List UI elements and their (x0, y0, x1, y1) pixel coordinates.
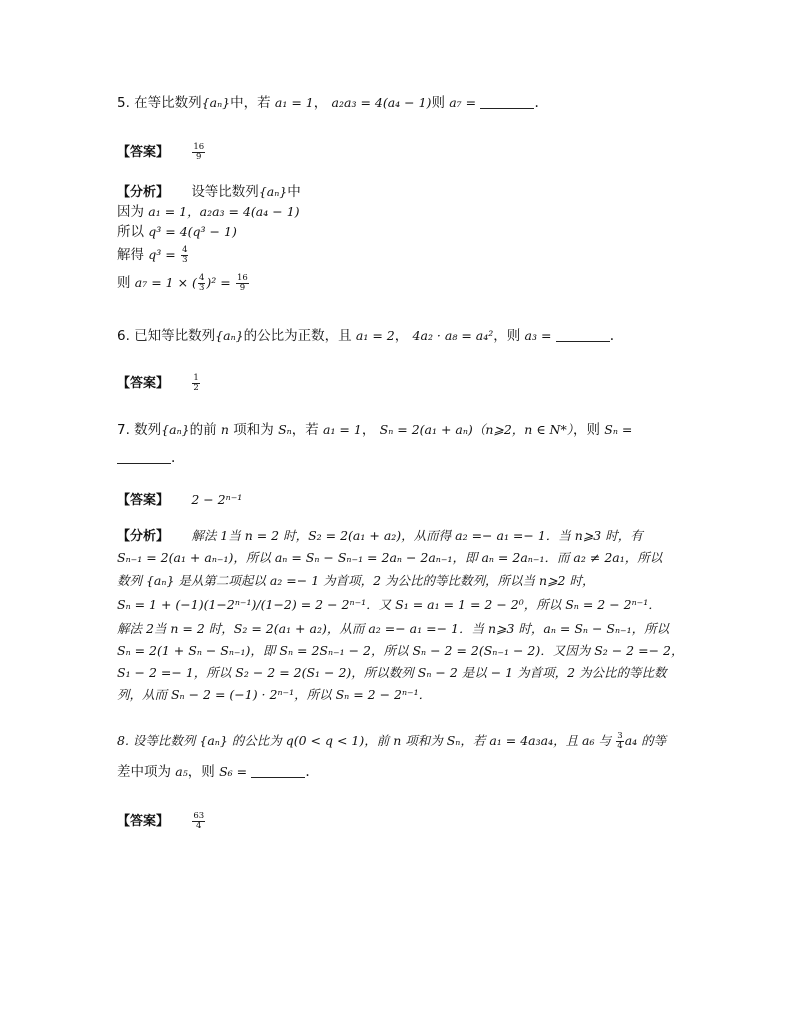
q5-answer-den: 9 (196, 152, 202, 162)
q7-mid2: 项和为 (233, 422, 274, 438)
q6-cond1: a₁ = 2 (355, 328, 395, 343)
q7-answer-value: 2 − 2ⁿ⁻¹ (191, 492, 243, 507)
q6-period: . (609, 328, 615, 344)
q5-a1-text: 设等比数列 (191, 184, 259, 200)
q7-period: . (171, 450, 176, 466)
q7-analysis-line-4 (117, 596, 661, 614)
q8-ask: S₆ = (219, 764, 248, 779)
q5-a2-math: a₁ = 1，a₂a₃ = 4(a₄ − 1) (148, 204, 300, 219)
q7-analysis-text-8: 列，从而 Sₙ − 2 = (−1) · 2ⁿ⁻¹，所以 Sₙ = 2 − 2ⁿ⁻¹． (117, 687, 432, 702)
q7-prefix: 7. 数列 (117, 422, 162, 438)
q7-cond3: （n⩾2，n ∈ N*） (472, 422, 573, 437)
question-6-answer (117, 374, 201, 393)
q7-end: ，则 (572, 422, 600, 438)
q5-mid: 中，若 (230, 95, 271, 111)
question-8-stem-line-2 (117, 763, 310, 781)
q5-sep: ， (313, 95, 328, 111)
q7-analysis-text-7: S₁ − 2 =− 1，所以 S₂ − 2 = 2(S₁ − 2)，所以数列 Sₙ − 2 是以 − 1 为首项，2 为公比的等比数 (117, 665, 667, 680)
question-5-answer (117, 143, 206, 162)
q5-a5-den: 3 (198, 283, 205, 293)
q5-a5-text: 则 (117, 275, 131, 291)
q5-answer-num: 16 (193, 142, 205, 152)
q7-analysis-text-6: Sₙ = 2(1 + Sₙ − Sₙ₋₁)，即 Sₙ = 2Sₙ₋₁ − 2，所以 Sₙ − 2 = 2(Sₙ₋₁ − 2)．又因为 S₂ − 2 =− 2， (117, 643, 684, 658)
question-5-stem (117, 94, 539, 112)
q5-a2-text: 因为 (117, 204, 144, 220)
q8-line1: 8. 设等比数列 {aₙ} 的公比为 q(0 < q < 1)，前 n 项和为 Sₙ，若 a₁ = 4a₃a₄，且 a₆ 与 (117, 733, 611, 748)
q8-answer-label: 【答案】 (117, 814, 170, 829)
q5-a4-fraction (181, 246, 188, 265)
q8-answer-num: 63 (193, 811, 205, 821)
q6-answer-label: 【答案】 (117, 376, 170, 391)
q7-mid3: ，若 (291, 422, 319, 438)
q7-ask: Sₙ = (604, 422, 633, 437)
q6-cond2: 4a₂ · a₈ = a₄² (412, 328, 494, 343)
q5-a3-text: 所以 (117, 224, 144, 240)
q8-line2-b: ，则 (187, 764, 215, 780)
q6-ask: a₃ = (524, 328, 552, 343)
q5-cond2: a₂a₃ = 4(a₄ − 1) (331, 95, 432, 110)
q5-a5-math-a: a₇ = 1 × ( (134, 275, 197, 290)
q5-a1-end: 中 (287, 184, 301, 200)
q7-analysis-text-3: 数列 {aₙ} 是从第二项起以 a₂ =− 1 为首项，2 为公比的等比数列，所以当 n⩾2 时， (117, 573, 595, 588)
q5-a1-seq: {aₙ} (258, 184, 288, 199)
q5-cond1: a₁ = 1 (274, 95, 314, 110)
q5-a5-num2: 16 (237, 273, 248, 283)
q5-a5-num: 4 (198, 273, 205, 283)
q5-analysis-label: 【分析】 (117, 185, 170, 200)
q7-analysis-line-6 (117, 642, 684, 660)
q7-analysis-line-1 (117, 527, 643, 546)
q5-end: 则 (431, 95, 445, 111)
q7-answer-blank[interactable] (117, 451, 171, 464)
q6-answer-fraction (192, 374, 199, 393)
question-7-answer (117, 491, 242, 510)
q7-analysis-text-4: Sₙ = 1 + (−1)(1−2ⁿ⁻¹)/(1−2) = 2 − 2ⁿ⁻¹．又 S₁ = a₁ = 1 = 2 − 2⁰，所以 Sₙ = 2 − 2ⁿ⁻¹． (117, 597, 661, 612)
q8-answer-blank[interactable] (251, 765, 305, 778)
question-7-stem-line-1 (117, 421, 632, 439)
q7-analysis-text-2: Sₙ₋₁ = 2(a₁ + aₙ₋₁)，所以 aₙ = Sₙ − Sₙ₋₁ = 2aₙ − 2aₙ₋₁，即 aₙ = 2aₙ₋₁．而 a₂ ≠ 2a₁，所以 (117, 550, 663, 565)
q7-analysis-text-5: 解法 2当 n = 2 时，S₂ = 2(a₁ + a₂)，从而 a₂ =− a₁ =− 1．当 n⩾3 时，aₙ = Sₙ − Sₙ₋₁，所以 (117, 621, 670, 636)
q7-cond1: a₁ = 1 (323, 422, 362, 437)
q8-period: . (305, 764, 310, 780)
q7-mid: 的前 (189, 422, 217, 438)
q8-frac-den: 4 (617, 741, 623, 751)
q8-answer-fraction (192, 812, 205, 831)
q5-analysis-line-5 (117, 274, 250, 293)
q6-answer-num: 1 (193, 373, 199, 383)
q5-analysis-line-2 (117, 203, 300, 221)
q5-a3-math: q³ = 4(q³ − 1) (148, 224, 237, 239)
q7-analysis-label: 【分析】 (117, 529, 170, 544)
q5-a5-den2: 9 (239, 283, 246, 293)
q6-prefix: 6. 已知等比数列 (117, 328, 216, 344)
q6-end: ，则 (493, 328, 521, 344)
q5-a4-num: 4 (182, 245, 188, 255)
q6-sep: ， (394, 328, 409, 344)
q6-seq: {aₙ} (215, 328, 244, 343)
q7-sep: ， (361, 422, 376, 438)
q5-answer-label: 【答案】 (117, 145, 170, 160)
q7-analysis-text-1: 解法 1当 n = 2 时，S₂ = 2(a₁ + a₂)，从而得 a₂ =− a₁ =− 1．当 n⩾3 时，有 (191, 528, 643, 543)
q7-analysis-line-5 (117, 620, 669, 638)
q8-fraction (616, 732, 623, 751)
q8-line2-a: 差中项为 (117, 764, 171, 780)
q5-ask: a₇ = (449, 95, 477, 110)
q6-mid: 的公比为正数，且 (243, 328, 352, 344)
q7-sn: Sₙ (278, 422, 292, 437)
q5-prefix: 5. 在等比数列 (117, 95, 202, 111)
q5-answer-fraction (192, 143, 205, 162)
q5-a4-math: q³ = (148, 247, 176, 262)
question-8-stem-line-1 (117, 732, 666, 751)
question-7-stem-line-2 (117, 449, 175, 467)
q7-answer-label: 【答案】 (117, 493, 170, 508)
q5-a5-fraction (198, 274, 205, 293)
q5-analysis-line-1 (117, 183, 301, 202)
question-8-answer (117, 812, 206, 831)
q7-analysis-line-3 (117, 572, 594, 590)
q5-a5-math-b: )² = (206, 275, 231, 290)
q5-a5-fraction-2 (236, 274, 249, 293)
q5-analysis-line-4 (117, 246, 189, 265)
q7-cond2: Sₙ = 2(a₁ + aₙ) (379, 422, 473, 437)
q6-answer-blank[interactable] (556, 329, 610, 342)
q7-analysis-line-8 (117, 686, 431, 704)
q7-analysis-line-7 (117, 664, 667, 682)
q5-analysis-line-3 (117, 223, 237, 241)
q6-answer-den: 2 (193, 383, 199, 393)
q5-seq: {aₙ} (201, 95, 231, 110)
q8-line2-math: a₅ (175, 764, 188, 779)
q5-answer-blank[interactable] (480, 96, 534, 109)
q7-analysis-line-2 (117, 549, 662, 567)
q5-period: . (534, 95, 539, 111)
q7-n: n (220, 422, 229, 437)
q7-seq: {aₙ} (161, 422, 190, 437)
q5-a4-text: 解得 (117, 247, 144, 263)
q5-a4-den: 3 (182, 255, 188, 265)
question-6-stem (117, 327, 614, 345)
q8-line1-end: a₄ 的等 (624, 733, 667, 748)
q8-frac-num: 3 (617, 731, 623, 741)
q8-answer-den: 4 (196, 821, 202, 831)
